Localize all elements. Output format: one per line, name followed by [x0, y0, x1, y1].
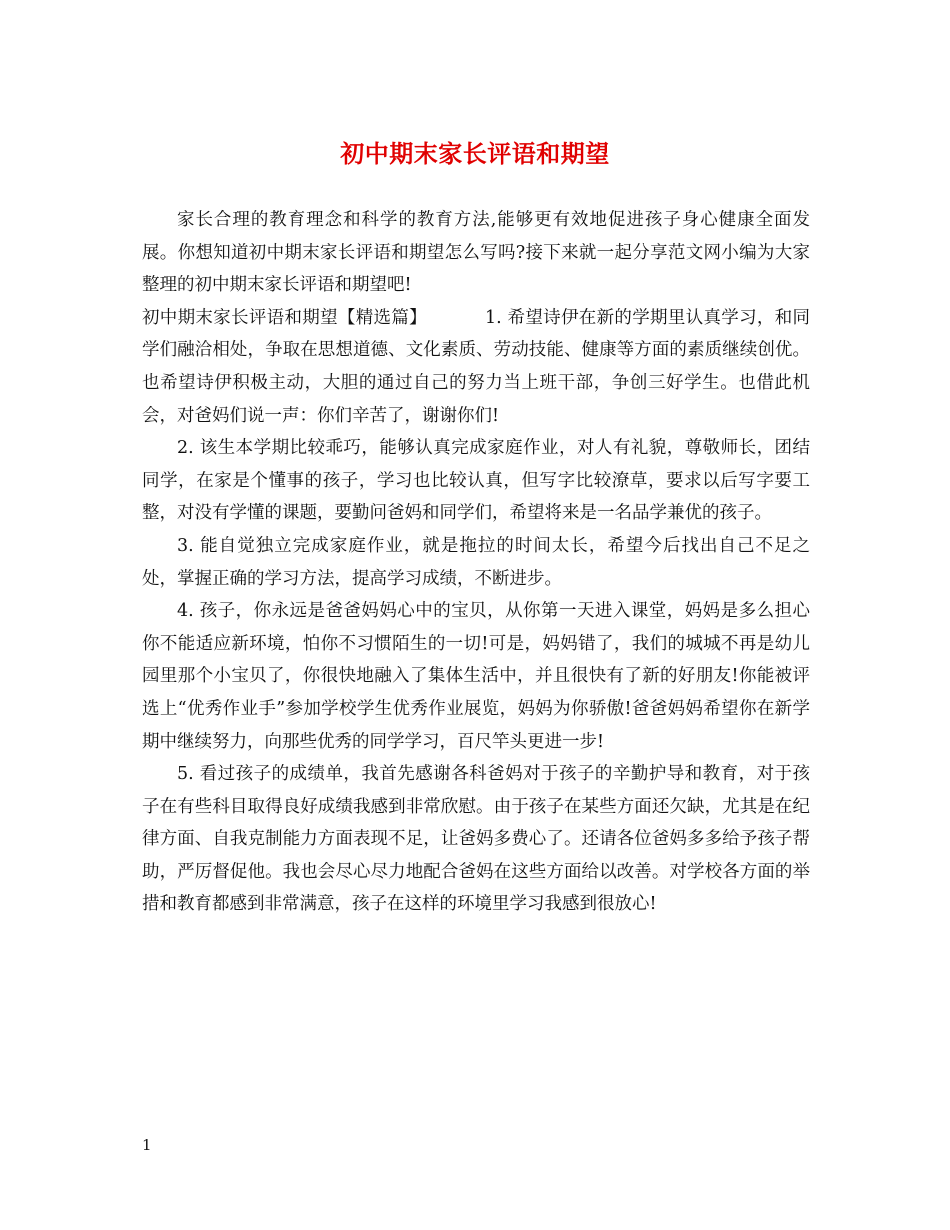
page-number: 1 — [142, 1136, 152, 1154]
section-heading: 初中期末家长评语和期望【精选篇】 — [142, 307, 427, 328]
intro-paragraph: 家长合理的教育理念和科学的教育方法,能够更有效地促进孩子身心健康全面发展。你想知道初中期末家长评语和期望怎么写吗?接下来就一起分享范文网小编为大家整理的初中期末家长评语和期望吧! — [142, 210, 810, 296]
item-4: 4. 孩子，你永远是爸爸妈妈心中的宝贝，从你第一天进入课堂，妈妈是多么担心你不能适应新环境，怕你不习惯陌生的一切!可是，妈妈错了，我们的城城不再是幼儿园里那个小宝贝了，你很快地融入了集体生活中，并且很快有了新的好朋友!你能被评选上“优秀作业手”参加学校学生优秀作业展览，妈妈为你骄傲!爸爸妈妈希望你在新学期中继续努力，向那些优秀的同学学习，百尺竿头更进一步! — [142, 601, 810, 752]
item-3: 3. 能自觉独立完成家庭作业，就是拖拉的时间太长，希望今后找出自己不足之处，掌握正确的学习方法，提高学习成绩，不断进步。 — [142, 535, 810, 589]
item-1: 1. 希望诗伊在新的学期里认真学习，和同学们融洽相处，争取在思想道德、文化素质、劳动技能、健康等方面的素质继续创优。也希望诗伊积极主动，大胆的通过自己的努力当上班干部，争创三好学生。也借此机会，对爸妈们说一声：你们辛苦了，谢谢你们! — [142, 307, 810, 426]
document-body — [142, 204, 810, 921]
item-5: 5. 看过孩子的成绩单，我首先感谢各科爸妈对于孩子的辛勤护导和教育，对于孩子在有些科目取得良好成绩我感到非常欣慰。由于孩子在某些方面还欠缺，尤其是在纪律方面、自我克制能力方面表现不足，让爸妈多费心了。还请各位爸妈多多给予孩子帮助，严厉督促他。我也会尽心尽力地配合爸妈在这些方面给以改善。对学校各方面的举措和教育都感到非常满意，孩子在这样的环境里学习我感到很放心! — [142, 764, 810, 915]
item-2: 2. 该生本学期比较乖巧，能够认真完成家庭作业，对人有礼貌，尊敬师长，团结同学，在家是个懂事的孩子，学习也比较认真，但写字比较潦草，要求以后写字要工整，对没有学懂的课题，要勤问爸妈和同学们，希望将来是一名品学兼优的孩子。 — [142, 438, 810, 524]
document-title: 初中期末家长评语和期望 — [340, 139, 610, 168]
section-paragraph — [142, 302, 810, 432]
